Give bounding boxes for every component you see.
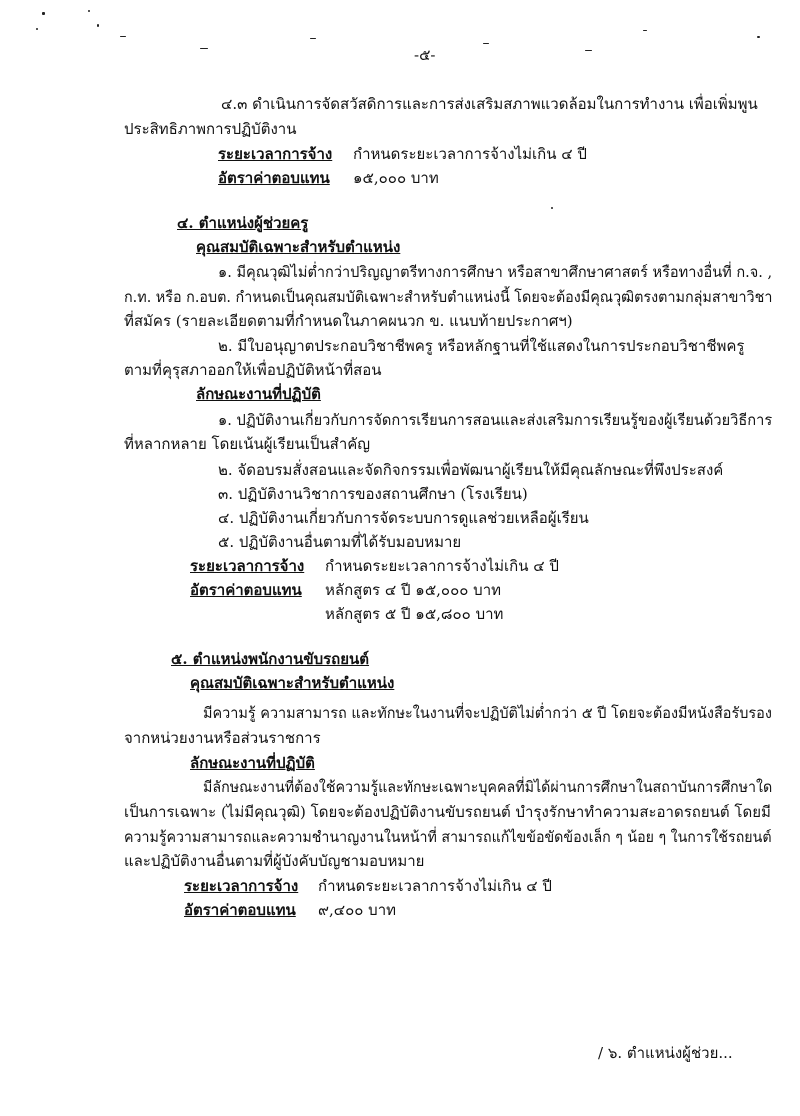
position-4-pay-value-4yr: หลักสูตร ๔ ปี ๑๕,๐๐๐ บาท xyxy=(325,581,502,599)
position-5-duty-line-3: ความรู้ความสามารถและความชำนาญงานในหน้าที่ สามารถแก้ไขข้อขัดข้องเล็ก ๆ น้อย ๆ ในการใช้รถยนต์ xyxy=(124,828,772,846)
position-5-pay-value: ๙,๔๐๐ บาท xyxy=(318,901,397,919)
section-4-3-line-2: ประสิทธิภาพการปฏิบัติงาน xyxy=(124,120,297,138)
continuation-note: / ๖. ตำแหน่งผู้ช่วย... xyxy=(598,1044,733,1062)
position-4-title: ๔. ตำแหน่งผู้ช่วยครู xyxy=(177,214,309,232)
position-4-qual-2-line-2: ตามที่คุรุสภาออกให้เพื่อปฏิบัติหน้าที่สอน xyxy=(124,361,382,379)
position-5-title: ๕. ตำแหน่งพนักงานขับรถยนต์ xyxy=(171,650,370,668)
position-5-qual-line-2: จากหน่วยงานหรือส่วนราชการ xyxy=(124,729,321,747)
position-5-duty-heading: ลักษณะงานที่ปฏิบัติ xyxy=(190,754,315,772)
position-5-pay-label: อัตราค่าตอบแทน xyxy=(184,901,296,919)
compensation-value: ๑๕,๐๐๐ บาท xyxy=(353,169,439,187)
position-4-qual-1-line-2: ก.ท. หรือ ก.อบต. กำหนดเป็นคุณสมบัติเฉพาะสำหรับตำแหน่งนี้ โดยจะต้องมีคุณวุฒิตรงตามกลุ่มสาขาวิชา xyxy=(124,288,773,306)
position-4-duty-1-line-1: ๑. ปฏิบัติงานเกี่ยวกับการจัดการเรียนการสอนและส่งเสริมการเรียนรู้ของผู้เรียนด้วยวิธีการ xyxy=(218,411,773,429)
scan-speck xyxy=(88,10,90,12)
position-4-qualification-heading: คุณสมบัติเฉพาะสำหรับตำแหน่ง xyxy=(196,238,401,256)
position-4-term-value: กำหนดระยะเวลาการจ้างไม่เกิน ๔ ปี xyxy=(325,557,559,575)
scan-speck xyxy=(200,48,208,49)
employment-term-value: กำหนดระยะเวลาการจ้างไม่เกิน ๔ ปี xyxy=(353,145,587,163)
position-4-duty-4: ๔. ปฏิบัติงานเกี่ยวกับการจัดระบบการดูแลช่วยเหลือผู้เรียน xyxy=(218,509,589,527)
position-5-duty-line-4: และปฏิบัติงานอื่นตามที่ผู้บังคับบัญชามอบหมาย xyxy=(124,852,425,870)
scan-speck xyxy=(120,36,126,37)
section-4-3-line-1: ๔.๓ ดำเนินการจัดสวัสดิการและการส่งเสริมสภาพแวดล้อมในการทำงาน เพื่อเพิ่มพูน xyxy=(221,95,758,113)
scan-speck xyxy=(310,38,316,39)
position-4-pay-label: อัตราค่าตอบแทน xyxy=(190,581,302,599)
position-4-qual-1-line-1: ๑. มีคุณวุฒิไม่ต่ำกว่าปริญญาตรีทางการศึกษา หรือสาขาศึกษาศาสตร์ หรือทางอื่นที่ ก.จ. , xyxy=(218,263,773,281)
position-4-duty-5: ๕. ปฏิบัติงานอื่นตามที่ได้รับมอบหมาย xyxy=(218,533,462,551)
position-4-term-label: ระยะเวลาการจ้าง xyxy=(190,557,305,575)
position-5-duty-line-2: เป็นการเฉพาะ (ไม่มีคุณวุฒิ) โดยจะต้องปฏิบัติงานขับรถยนต์ บำรุงรักษาทำความสะอาดรถยนต์ โดยมี xyxy=(124,803,771,821)
position-4-pay-value-5yr: หลักสูตร ๕ ปี ๑๕,๘๐๐ บาท xyxy=(325,605,504,623)
position-5-duty-line-1: มีลักษณะงานที่ต้องใช้ความรู้และทักษะเฉพาะบุคคลที่มิได้ผ่านการศึกษาในสถาบันการศึกษาใด xyxy=(203,778,773,796)
position-5-term-value: กำหนดระยะเวลาการจ้างไม่เกิน ๔ ปี xyxy=(318,877,552,895)
scan-speck xyxy=(757,36,760,38)
employment-term-label: ระยะเวลาการจ้าง xyxy=(218,145,333,163)
position-4-duty-3: ๓. ปฏิบัติงานวิชาการของสถานศึกษา (โรงเรียน) xyxy=(218,485,528,503)
position-4-duty-2: ๒. จัดอบรมสั่งสอนและจัดกิจกรรมเพื่อพัฒนาผู้เรียนให้มีคุณลักษณะที่พึงประสงค์ xyxy=(218,461,724,479)
scan-speck xyxy=(551,207,553,209)
position-4-duty-heading: ลักษณะงานที่ปฏิบัติ xyxy=(196,385,321,403)
position-5-term-label: ระยะเวลาการจ้าง xyxy=(184,877,299,895)
scan-speck xyxy=(36,28,38,30)
scan-speck xyxy=(483,43,489,44)
position-5-qualification-heading: คุณสมบัติเฉพาะสำหรับตำแหน่ง xyxy=(190,674,395,692)
compensation-label: อัตราค่าตอบแทน xyxy=(218,169,330,187)
scan-speck xyxy=(97,24,99,27)
scan-speck xyxy=(643,30,647,31)
position-4-qual-1-line-3: ที่สมัคร (รายละเอียดตามที่กำหนดในภาคผนวก ข. แนบท้ายประกาศฯ) xyxy=(124,312,573,330)
page-number: -๕- xyxy=(414,46,436,64)
position-4-duty-1-line-2: ที่หลากหลาย โดยเน้นผู้เรียนเป็นสำคัญ xyxy=(124,435,371,453)
scan-speck xyxy=(42,12,45,15)
position-4-qual-2-line-1: ๒. มีใบอนุญาตประกอบวิชาชีพครู หรือหลักฐานที่ใช้แสดงในการประกอบวิชาชีพครู xyxy=(218,337,745,355)
position-5-qual-line-1: มีความรู้ ความสามารถ และทักษะในงานที่จะปฏิบัติไม่ต่ำกว่า ๕ ปี โดยจะต้องมีหนังสือรับรอง xyxy=(203,704,772,722)
scan-speck xyxy=(585,50,592,51)
